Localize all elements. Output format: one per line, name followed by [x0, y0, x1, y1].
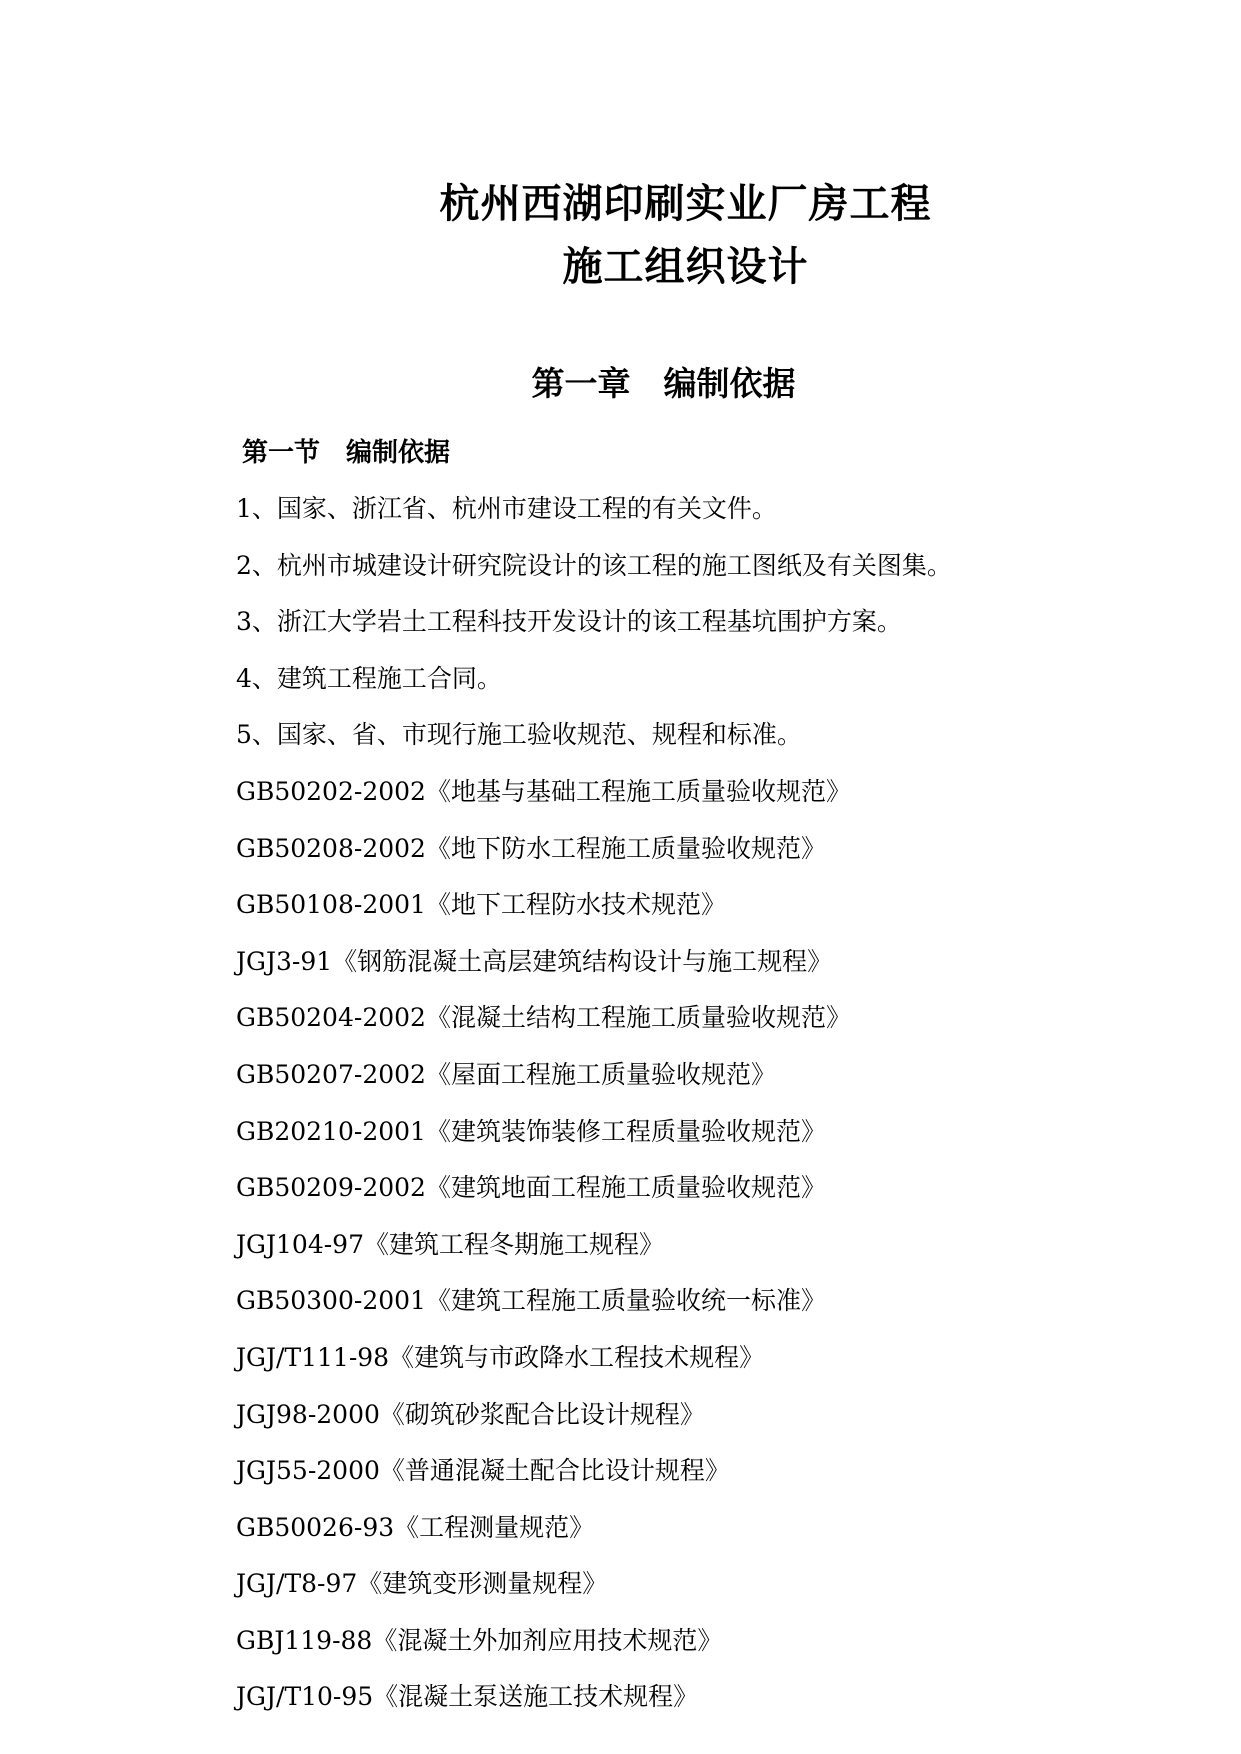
section-heading: 第一节 编制依据: [242, 438, 451, 468]
list-item: GBJ119-88《混凝土外加剂应用技术规范》: [236, 1625, 723, 1655]
list-item: JGJ104-97《建筑工程冬期施工规程》: [236, 1229, 664, 1259]
list-item: JGJ3-91《钢筋混凝土高层建筑结构设计与施工规程》: [236, 946, 833, 976]
list-item: 2、杭州市城建设计研究院设计的该工程的施工图纸及有关图集。: [236, 550, 952, 580]
list-item: 3、浙江大学岩土工程科技开发设计的该工程基坑围护方案。: [236, 607, 902, 637]
basis-list: [236, 491, 952, 1736]
list-item: GB50026-93《工程测量规范》: [236, 1512, 595, 1542]
list-item: 4、建筑工程施工合同。: [236, 663, 502, 693]
list-item: GB50300-2001《建筑工程施工质量验收统一标准》: [236, 1286, 826, 1316]
list-item: JGJ55-2000《普通混凝土配合比设计规程》: [236, 1456, 730, 1486]
list-item: GB20210-2001《建筑装饰装修工程质量验收规范》: [236, 1116, 826, 1146]
document-title-line-2: 施工组织设计: [562, 243, 809, 290]
list-item: GB50204-2002《混凝土结构工程施工质量验收规范》: [236, 1003, 851, 1033]
list-item: JGJ/T111-98《建筑与市政降水工程技术规程》: [236, 1342, 765, 1372]
list-item: GB50209-2002《建筑地面工程施工质量验收规范》: [236, 1173, 826, 1203]
list-item: 5、国家、省、市现行施工验收规范、规程和标准。: [236, 720, 802, 750]
chapter-heading: 第一章 编制依据: [531, 364, 796, 403]
document-title-line-1: 杭州西湖印刷实业厂房工程: [439, 180, 932, 227]
list-item: GB50208-2002《地下防水工程施工质量验收规范》: [236, 833, 826, 863]
list-item: JGJ98-2000《砌筑砂浆配合比设计规程》: [236, 1399, 705, 1429]
list-item: JGJ/T8-97《建筑变形测量规程》: [236, 1569, 608, 1599]
list-item: GB50207-2002《屋面工程施工质量验收规范》: [236, 1059, 776, 1089]
list-item: GB50202-2002《地基与基础工程施工质量验收规范》: [236, 776, 851, 806]
list-item: JGJ/T10-95《混凝土泵送施工技术规程》: [236, 1682, 699, 1712]
list-item: 1、国家、浙江省、杭州市建设工程的有关文件。: [236, 494, 777, 523]
list-item: GB50108-2001《地下工程防水技术规范》: [236, 890, 726, 920]
